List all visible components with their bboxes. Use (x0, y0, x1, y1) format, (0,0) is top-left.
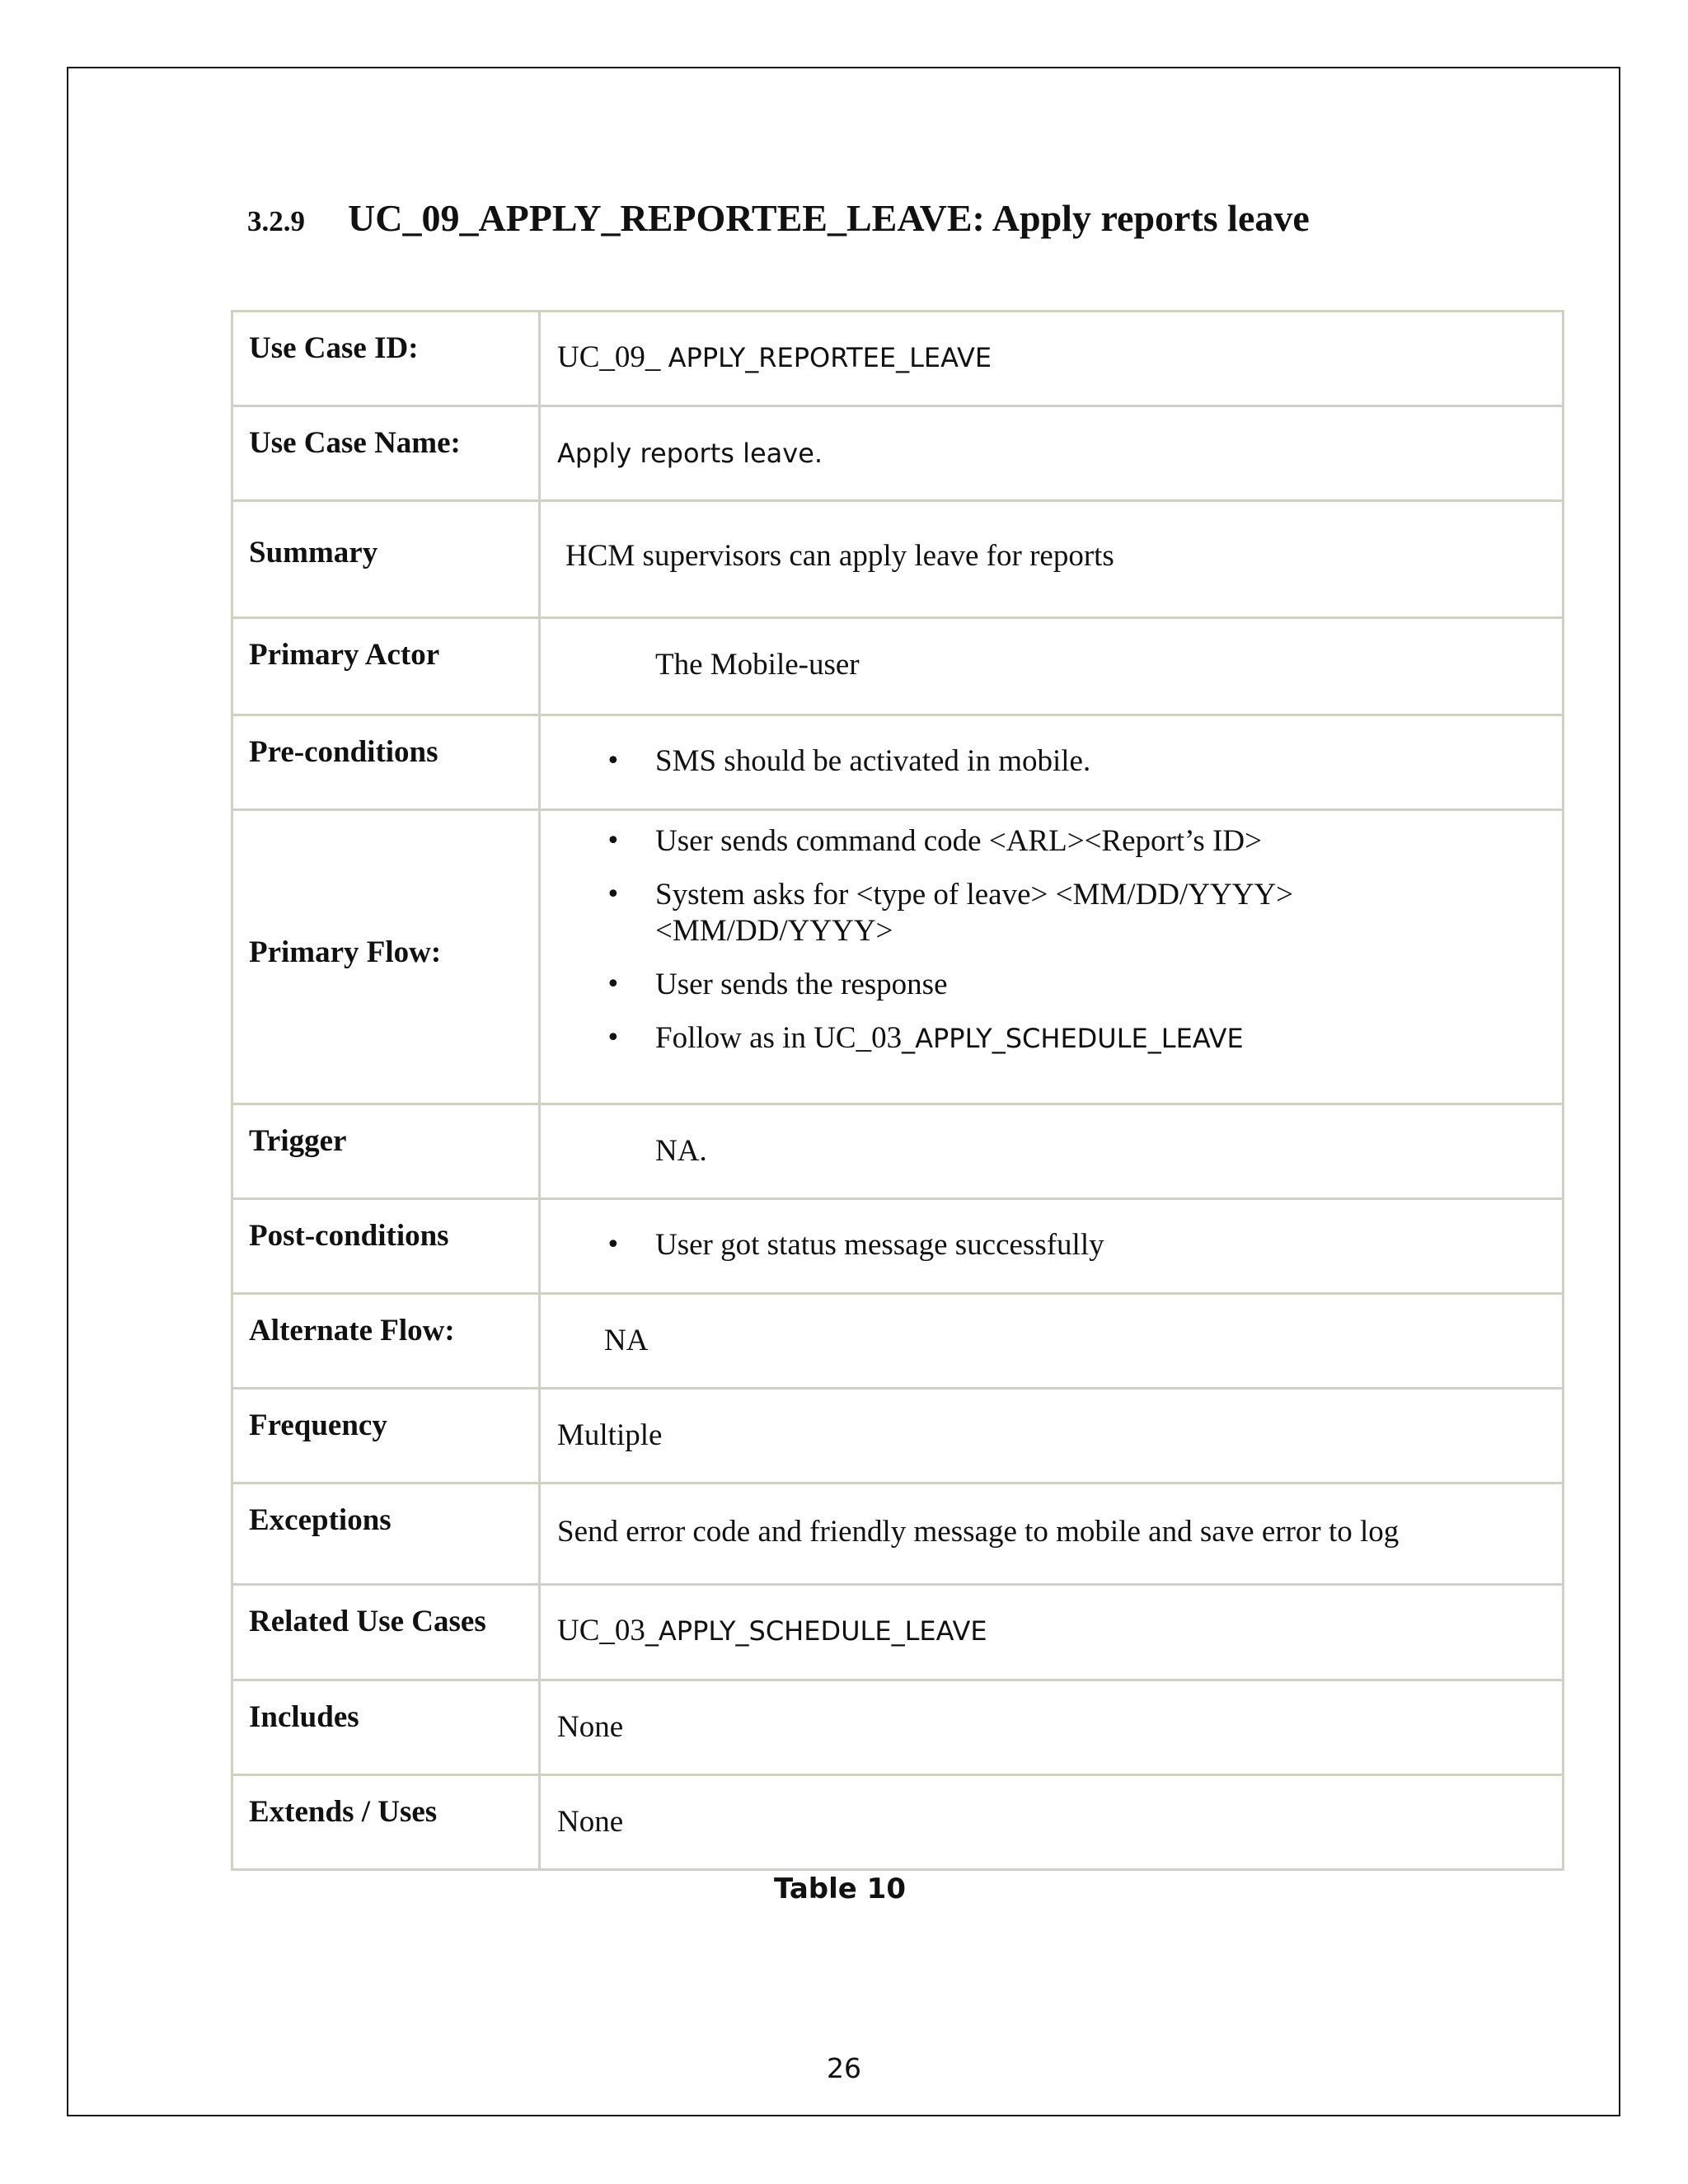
row-value (540, 1680, 1564, 1775)
value-sans-part: APPLY_REPORTEE_LEAVE (668, 342, 992, 373)
row-value (540, 1483, 1564, 1585)
row-label: Exceptions (232, 1483, 540, 1585)
row-value (540, 715, 1564, 810)
row-value (540, 1389, 1564, 1483)
table-row-pre-conditions (232, 715, 1564, 810)
table-row-trigger (232, 1104, 1564, 1199)
row-value-text: NA. (655, 1134, 707, 1168)
bullet-list (541, 1200, 1562, 1263)
row-label: Primary Actor (232, 618, 540, 715)
table-row-exceptions (232, 1483, 1564, 1585)
row-label: Pre-conditions (232, 715, 540, 810)
row-value-text: NA (604, 1324, 649, 1357)
table-row-alternate-flow (232, 1294, 1564, 1389)
value-serif-part: UC_03 (557, 1614, 645, 1647)
list-item: • User sends command code <ARL><Report’s ID> (541, 823, 1397, 860)
row-value-text: None (557, 1805, 624, 1839)
list-item: • User sends the response (541, 967, 1397, 1003)
row-value (540, 1199, 1564, 1294)
table-row-primary-flow (232, 810, 1564, 1104)
row-value (540, 312, 1564, 406)
row-value (540, 406, 1564, 501)
row-label: Summary (232, 501, 540, 618)
value-sans-part: _APPLY_SCHEDULE_LEAVE (902, 1023, 1244, 1054)
section-number: 3.2.9 (247, 205, 305, 237)
row-label: Includes (232, 1680, 540, 1775)
row-label: Primary Flow: (232, 810, 540, 1104)
table-caption (0, 1872, 1688, 1905)
bullet-list (541, 811, 1562, 1057)
table-row-post-conditions (232, 1199, 1564, 1294)
table-row-extends-uses (232, 1775, 1564, 1870)
row-value-text: Send error code and friendly message to mobile and save error to log (557, 1515, 1400, 1549)
row-label: Use Case Name: (232, 406, 540, 501)
row-label: Extends / Uses (232, 1775, 540, 1870)
row-value (540, 618, 1564, 715)
row-value-text: HCM supervisors can apply leave for reports (565, 539, 1114, 573)
row-value (540, 1294, 1564, 1389)
bullet-list (541, 716, 1562, 780)
row-label: Post-conditions (232, 1199, 540, 1294)
row-value (540, 501, 1564, 618)
table-row-summary (232, 501, 1564, 618)
list-item (541, 1020, 1397, 1057)
row-value-text: Apply reports leave. (557, 438, 823, 469)
row-value-text: The Mobile-user (655, 648, 860, 682)
row-label: Use Case ID: (232, 312, 540, 406)
row-value (540, 1585, 1564, 1680)
section-heading (247, 196, 1310, 246)
list-item: • SMS should be activated in mobile. (541, 743, 1562, 780)
row-value-text: None (557, 1710, 624, 1744)
table-row-use-case-name (232, 406, 1564, 501)
row-label: Related Use Cases (232, 1585, 540, 1680)
section-title: UC_09_APPLY_REPORTEE_LEAVE: Apply reports leave (348, 197, 1310, 239)
list-item: • System asks for <type of leave> <MM/DD/YYYY> <MM/DD/YYYY> (541, 877, 1397, 949)
table-caption-text: Table 10 (774, 1872, 906, 1905)
table-row-primary-actor (232, 618, 1564, 715)
page-number: 26 (827, 2052, 861, 2084)
row-label: Trigger (232, 1104, 540, 1199)
row-value-text: Multiple (557, 1418, 663, 1452)
row-label: Frequency (232, 1389, 540, 1483)
row-value (540, 1775, 1564, 1870)
use-case-table (231, 310, 1564, 1871)
list-item: • User got status message successfully (541, 1227, 1562, 1263)
value-serif-part: UC_09_ (557, 340, 668, 374)
row-value (540, 810, 1564, 1104)
table-row-frequency (232, 1389, 1564, 1483)
row-label: Alternate Flow: (232, 1294, 540, 1389)
table-row-includes (232, 1680, 1564, 1775)
table-row-use-case-id (232, 312, 1564, 406)
table-row-related-use-cases (232, 1585, 1564, 1680)
value-sans-part: _APPLY_SCHEDULE_LEAVE (645, 1615, 987, 1647)
value-serif-part: Follow as in UC_03 (655, 1021, 903, 1055)
row-value (540, 1104, 1564, 1199)
